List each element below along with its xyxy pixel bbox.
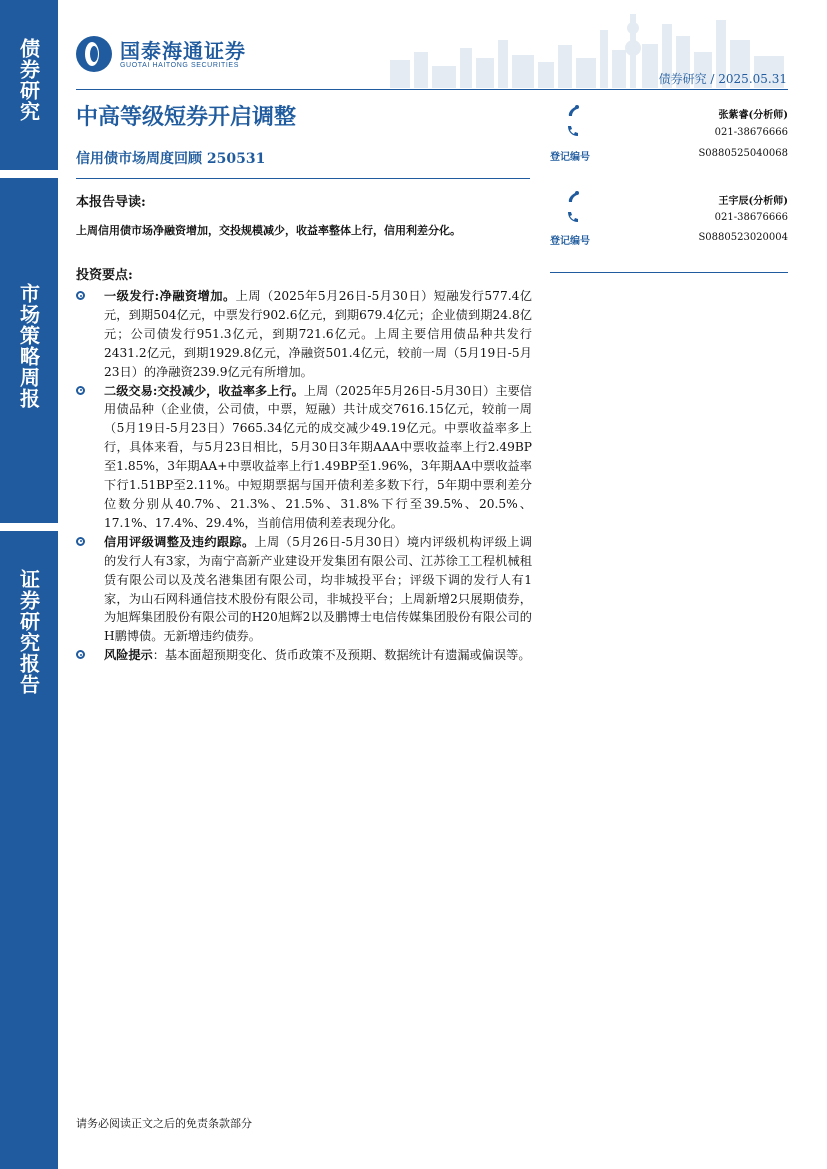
phone-icon	[566, 124, 580, 138]
breadcrumb: 债券研究 / 2025.05.31	[658, 72, 787, 86]
key-points-list	[76, 287, 532, 665]
mail-icon	[566, 104, 580, 118]
sidebar-tag-weekly: 市场策略周报	[0, 178, 58, 523]
logo-mark-icon	[76, 36, 112, 72]
list-item: 二级交易:交投减少，收益率多上行。上周（2025年5月26日-5月30日）主要信用债品种（企业债，公司债，中票，短融）共计成交7616.15亿元，较前一周（5月19日-5月23日）7665.34亿元的成交减少49.19亿元。中票收益率多上行，具体来看，与5月23日相比，5月30日3年期AAA中票收益率上行2.49BP至1.85%，3年期AA+中票收益率上行1.49BP至1.96%，3年期AA中票收益率下行1.51BP至2.11%。中短期票据与国开债利差多数下行，5年期中票利差分位数分别从40.7%、21.3%、21.5%、31.8%下行至39.5%、20.5%、17.1%、17.4%、29.4%，当前信用债利差表现分化。	[76, 382, 532, 533]
sidebar-tag-bond-research: 债券研究	[0, 0, 58, 170]
analyst-name: 张紫睿(分析师)	[718, 110, 788, 121]
page-title: 中高等级短券开启调整	[76, 104, 297, 130]
lead-text: 上周信用债市场净融资增加，交投规模减少，收益率整体上行，信用利差分化。	[76, 224, 461, 237]
reg-label: 登记编号	[550, 152, 590, 163]
sidebar-tag-securities-report: 证券研究报告	[0, 531, 58, 1169]
bullet-icon	[76, 291, 85, 300]
key-points-heading: 投资要点:	[76, 268, 133, 283]
bullet-icon	[76, 386, 85, 395]
page-subtitle: 信用债市场周度回顾 250531	[76, 151, 266, 167]
phone-icon	[566, 210, 580, 224]
bullet-icon	[76, 650, 85, 659]
list-item: 风险提示：基本面超预期变化、货币政策不及预期、数据统计有遗漏或偏误等。	[76, 646, 532, 665]
analyst-divider	[550, 272, 788, 273]
brand-name-en: GUOTAI HAITONG SECURITIES	[120, 61, 239, 69]
header-divider	[76, 89, 788, 90]
brand-name-cn: 国泰海通证券	[120, 38, 246, 63]
mail-icon	[566, 190, 580, 204]
analyst-reg-no: S0880525040068	[698, 148, 788, 159]
reg-label: 登记编号	[550, 236, 590, 247]
analyst-reg-no: S0880523020004	[698, 232, 788, 243]
disclaimer-footer: 请务必阅读正文之后的免责条款部分	[76, 1117, 252, 1130]
title-divider	[76, 178, 530, 179]
analyst-card	[550, 104, 788, 166]
brand-logo	[76, 36, 246, 72]
analyst-phone: 021-38676666	[714, 212, 788, 223]
list-item: 一级发行:净融资增加。上周（2025年5月26日-5月30日）短融发行577.4亿元，到期504亿元，中票发行902.6亿元，到期679.4亿元；企业债到期24.8亿元；公司债发行951.3亿元，到期721.6亿元。上周主要信用债品种共发行2431.2亿元，到期1929.8亿元，净融资501.4亿元，较前一周（5月19日-5月23日）的净融资239.9亿元有所增加。	[76, 287, 532, 382]
lead-heading: 本报告导读:	[76, 195, 146, 210]
list-item: 信用评级调整及违约跟踪。上周（5月26日-5月30日）境内评级机构评级上调的发行人有3家，为南宁高新产业建设开发集团有限公司、江苏徐工工程机械租赁有限公司以及茂名港集团有限公司，均非城投平台；评级下调的发行人有1家，为山石网科通信技术股份有限公司，非城投平台；上周新增2只展期债券，为旭辉集团股份有限公司的H20旭辉2以及鹏博士电信传媒集团股份有限公司的H鹏博债。无新增违约债券。	[76, 533, 532, 646]
analyst-card	[550, 190, 788, 252]
analyst-name: 王宇辰(分析师)	[718, 196, 788, 207]
analyst-phone: 021-38676666	[714, 127, 788, 138]
bullet-icon	[76, 537, 85, 546]
